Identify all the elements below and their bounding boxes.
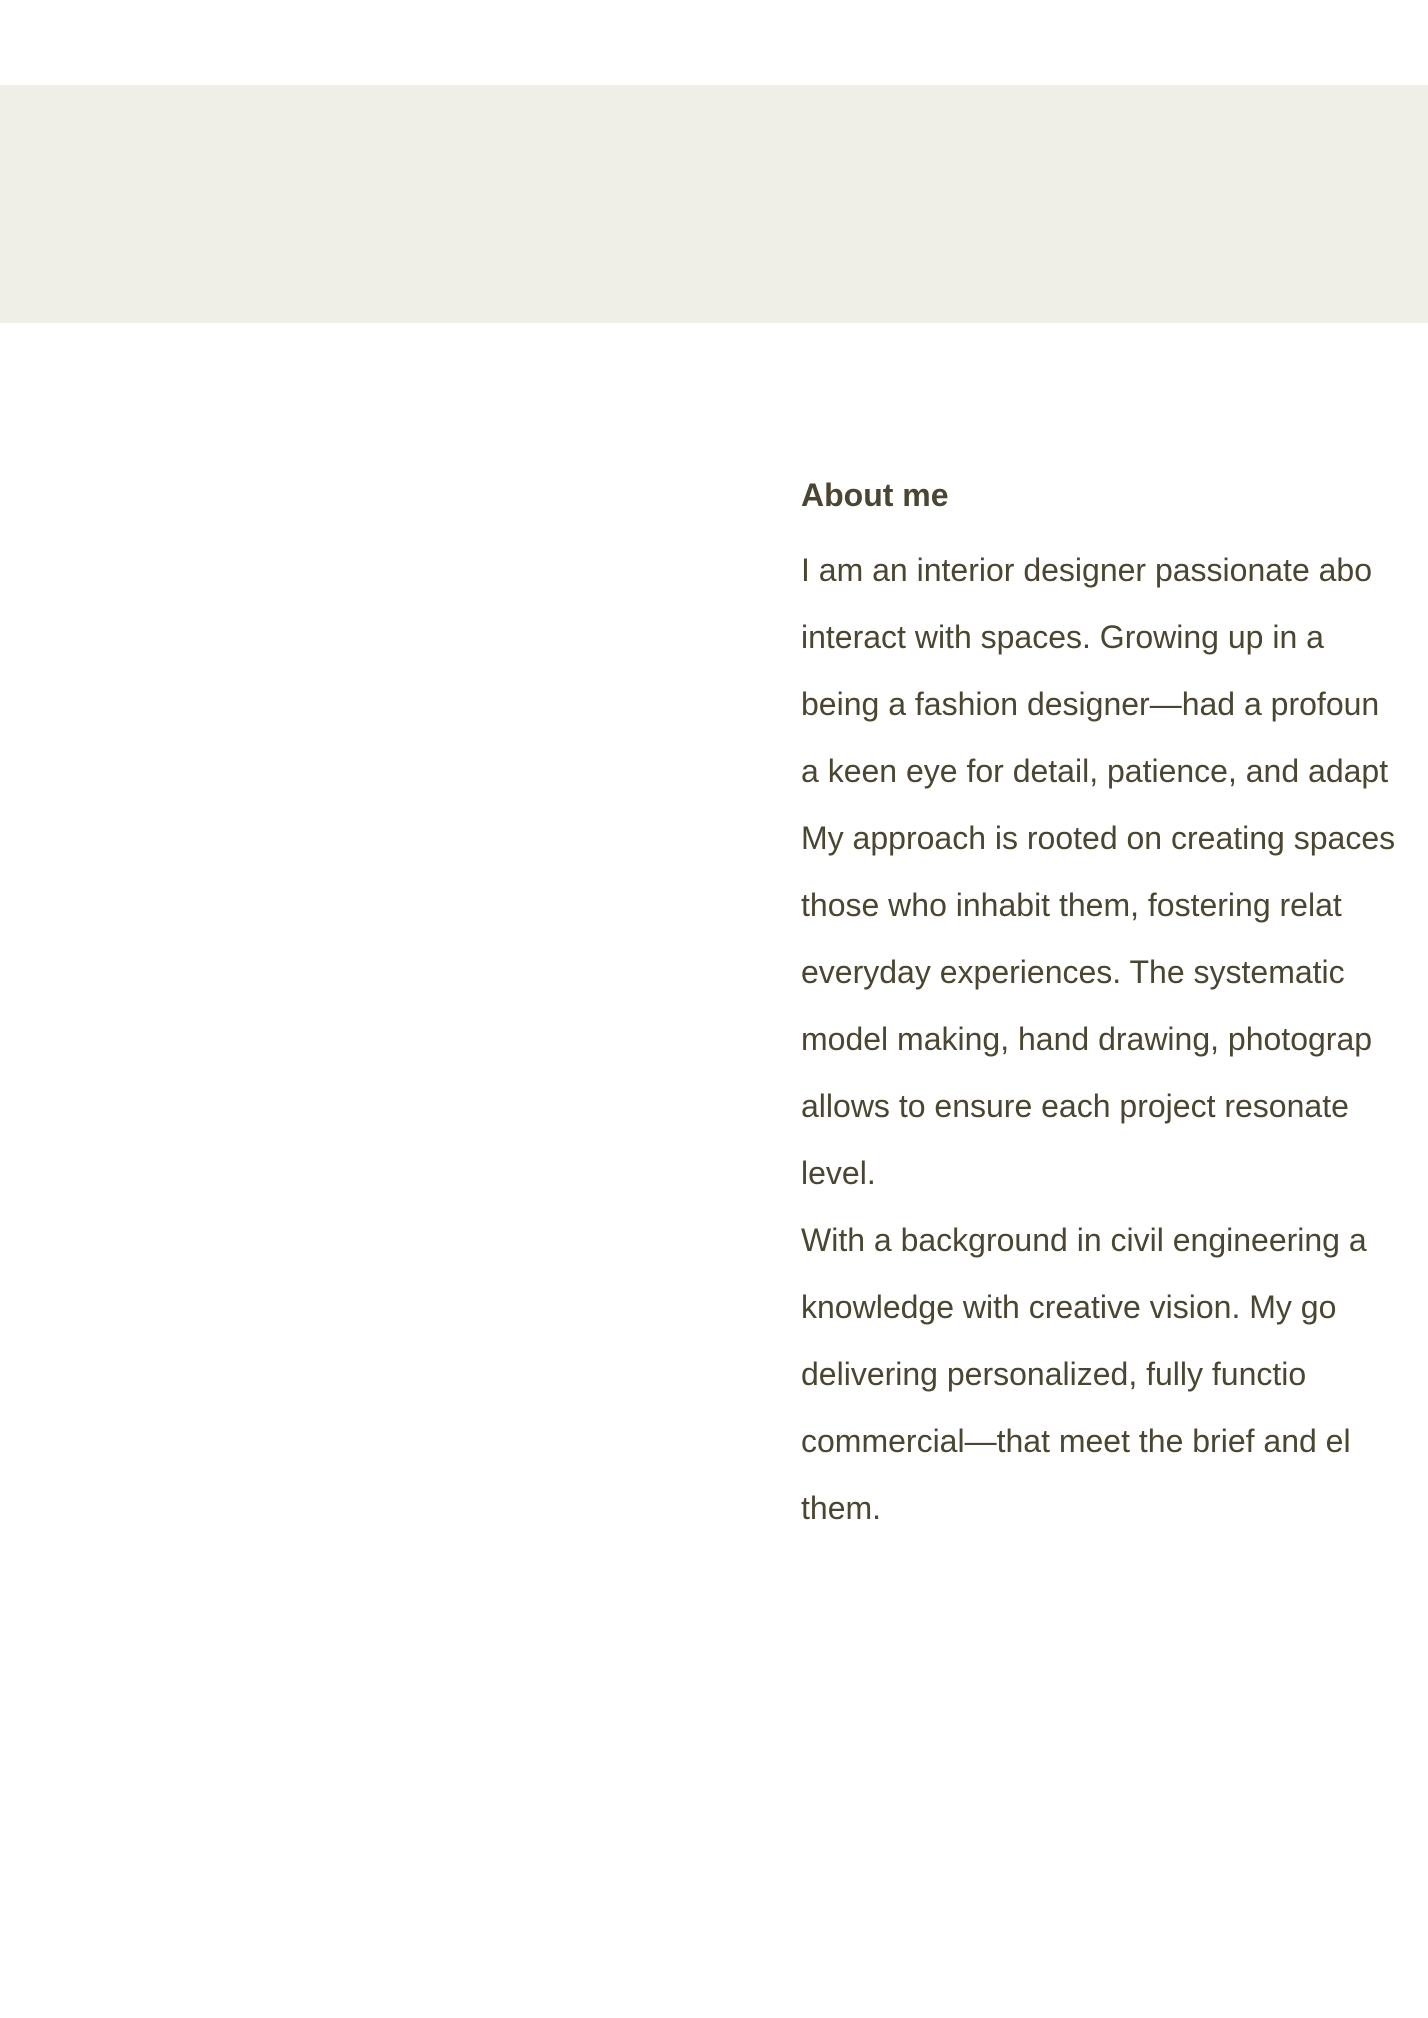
paragraph-line: I am an interior designer passionate abo (801, 552, 1373, 588)
paragraph-line: those who inhabit them, fostering relat (801, 887, 1342, 923)
paragraph-line: With a background in civil engineering a (801, 1222, 1367, 1258)
paragraph-line: model making, hand drawing, photograp (801, 1021, 1373, 1057)
paragraph-line: allows to ensure each project resonate (801, 1088, 1349, 1124)
paragraph-line: interact with spaces. Growing up in a (801, 619, 1324, 655)
header-band (0, 85, 1428, 323)
paragraph-line: knowledge with creative vision. My go (801, 1289, 1337, 1325)
paragraph-line: level. (801, 1155, 876, 1191)
paragraph-line: commercial—that meet the brief and el (801, 1423, 1351, 1459)
paragraph-line: being a fashion designer—had a profoun (801, 686, 1380, 722)
paragraph-line: a keen eye for detail, patience, and adapt (801, 753, 1389, 789)
about-section (801, 470, 1428, 1542)
paragraph-line: My approach is rooted on creating spaces (801, 820, 1396, 856)
paragraph-line: delivering personalized, fully functio (801, 1356, 1307, 1392)
section-heading: About me (801, 477, 949, 513)
paragraph-line: them. (801, 1490, 882, 1526)
paragraph-line: everyday experiences. The systematic (801, 954, 1345, 990)
